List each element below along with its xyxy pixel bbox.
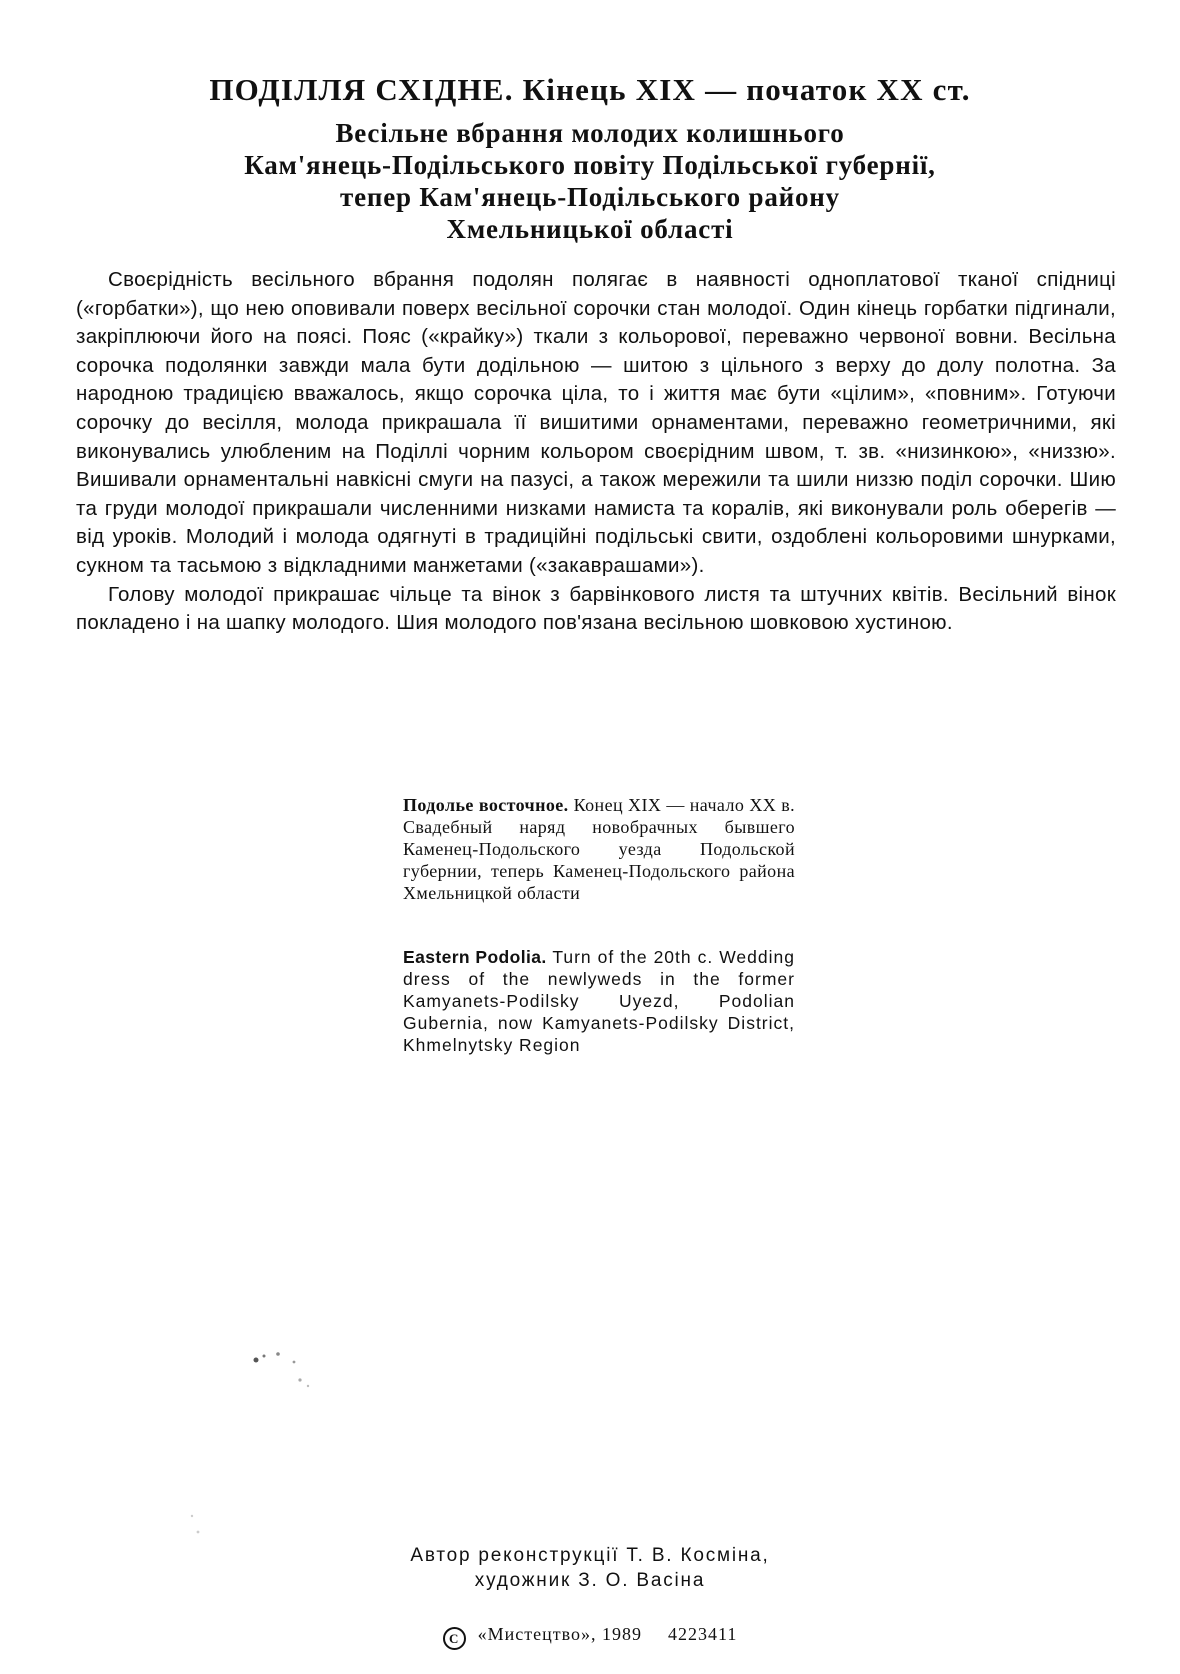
caption-russian-lead: Подолье восточное. [403,795,569,815]
description-paragraph: Своєрідність весільного вбрання подолян полягає в наявності одноплатової тканої спідниці («горбатки»), що нею оповивали поверх весільної сорочки стан молодої. Один кінець горбатки підгинали, закріплюючи його на поясі. Пояс («крайку») ткали з кольорової, переважно червоної вовни. Весільна сорочка подолянки завжди мала бути додільною — шитою з цільного з верху до долу полотна. За народною традицією вважалось, якщо сорочка ціла, то і життя має бути «цілим», «повним». Готуючи сорочку до весілля, молода прикрашала її вишитими орнаментами, переважно геометричними, які виконувались улюбленим на Поділлі чорним кольором своєрідним швом, т. зв. «низинкою», «низзю». Вишивали орнаментальні навкісні смуги на пазусі, а також мережили та шили низзю поділ сорочки. Шию та груди молодої прикрашали численними низками намиста та коралів, які виконували роль оберегів — від уроків. Молодий і молода одягнуті в традиційні подільські свити, оздоблені кольоровими шнурками, сукном та тасьмою з відкладними манжетами («закаврашами»). [76,268,1116,577]
caption-english-text: Turn of the 20th c. Wedding dress of the newlyweds in the former Kamyanets-Podilsky Uyezd, Podolian Gubernia, now Kamyanets-Podilsky District, Khmelnytsky Region [403,947,795,1055]
publisher-imprint [0,1624,1180,1650]
caption-russian-text: Конец XIX — начало XX в. Свадебный наряд новобрачных бывшего Каменец-Подольского уезда Подольской губернии, теперь Каменец-Подольского района Хмельницкой области [403,795,795,903]
caption-english-lead: Eastern Podolia. [403,947,547,967]
page-title: ПОДІЛЛЯ СХІДНЕ. Кінець XIX — початок XX ст. [209,72,971,107]
author-credit: Автор реконструкції Т. В. Косміна, [410,1545,770,1566]
subtitle-line: Кам'янець-Подільського повіту Подільської губернії, [244,150,936,180]
copyright-icon: C [443,1627,466,1650]
paper-specks-decoration [180,1340,340,1540]
artist-credit: художник З. О. Васіна [474,1570,706,1591]
catalog-code: 4223411 [668,1624,738,1644]
subtitle-line: Хмельницької області [446,214,734,244]
description-body [76,266,1116,638]
subtitle-line: Весільне вбрання молодих колишнього [335,118,845,148]
description-paragraph: Голову молодої прикрашає чільце та вінок з барвінкового листя та штучних квітів. Весільний вінок покладено і на шапку молодого. Шия молодого пов'язана весільною шовковою хустиною. [76,582,1116,635]
caption-russian [403,794,795,904]
subtitle-line: тепер Кам'янець-Подільського району [340,182,840,212]
publisher-name: «Мистецтво», 1989 [477,1624,642,1644]
caption-english [403,946,795,1056]
